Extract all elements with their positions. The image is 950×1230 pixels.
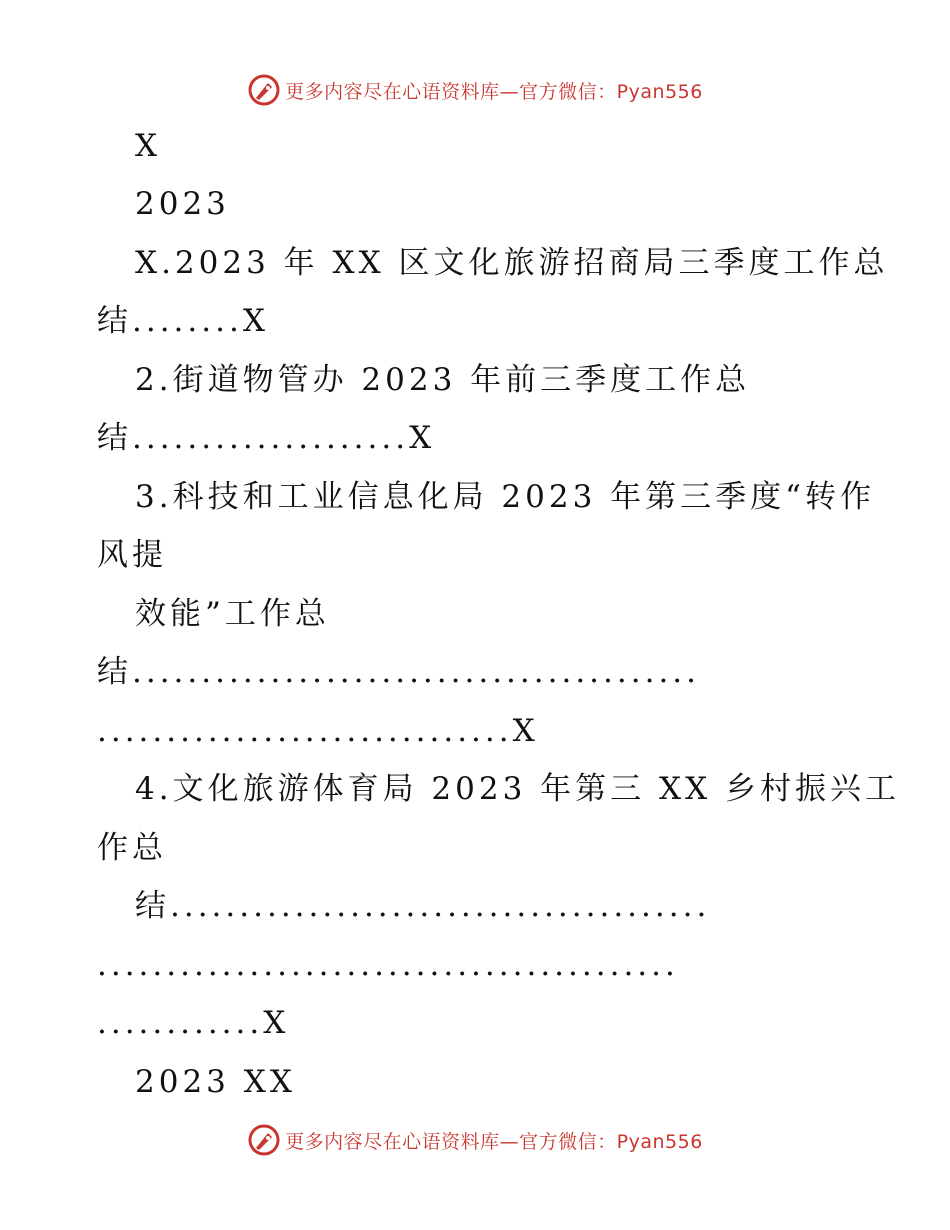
toc-entry-3: 3.科技和工业信息化局 2023 年第三季度“转作	[135, 479, 876, 515]
doc-line: 2023	[135, 186, 230, 222]
doc-line: 2023 XX	[135, 1064, 296, 1100]
toc-entry-4-leader: ..........................................	[97, 947, 679, 983]
header-watermark	[0, 70, 950, 110]
toc-entry-3-cont: 效能”工作总	[135, 596, 330, 632]
toc-entry-3-leader: ..............................X	[97, 713, 539, 749]
toc-entry-3-cont: 风提	[97, 537, 167, 573]
toc-entry-4-leader: ............X	[97, 1005, 290, 1041]
pen-nib-logo-icon	[247, 73, 281, 107]
footer-watermark-text: 更多内容尽在心语资料库—官方微信：Pyan556	[285, 1130, 703, 1153]
toc-entry-3-leader: 结.........................................	[97, 654, 701, 690]
footer-watermark	[0, 1120, 950, 1160]
toc-entry-2: 2.街道物管办 2023 年前三季度工作总	[135, 362, 751, 398]
pen-nib-logo-icon	[247, 1123, 281, 1157]
toc-entry-4: 4.文化旅游体育局 2023 年第三 XX 乡村振兴工	[135, 771, 901, 807]
header-watermark-text: 更多内容尽在心语资料库—官方微信：Pyan556	[285, 80, 703, 103]
toc-entry-1: X.2023 年 XX 区文化旅游招商局三季度工作总	[135, 245, 889, 281]
toc-entry-4-leader: 结.......................................	[135, 888, 711, 924]
toc-entry-1-leader: 结........X	[97, 303, 269, 339]
toc-entry-4-cont: 作总	[97, 830, 167, 866]
toc-entry-2-leader: 结....................X	[97, 420, 436, 456]
doc-line: X	[135, 128, 162, 164]
